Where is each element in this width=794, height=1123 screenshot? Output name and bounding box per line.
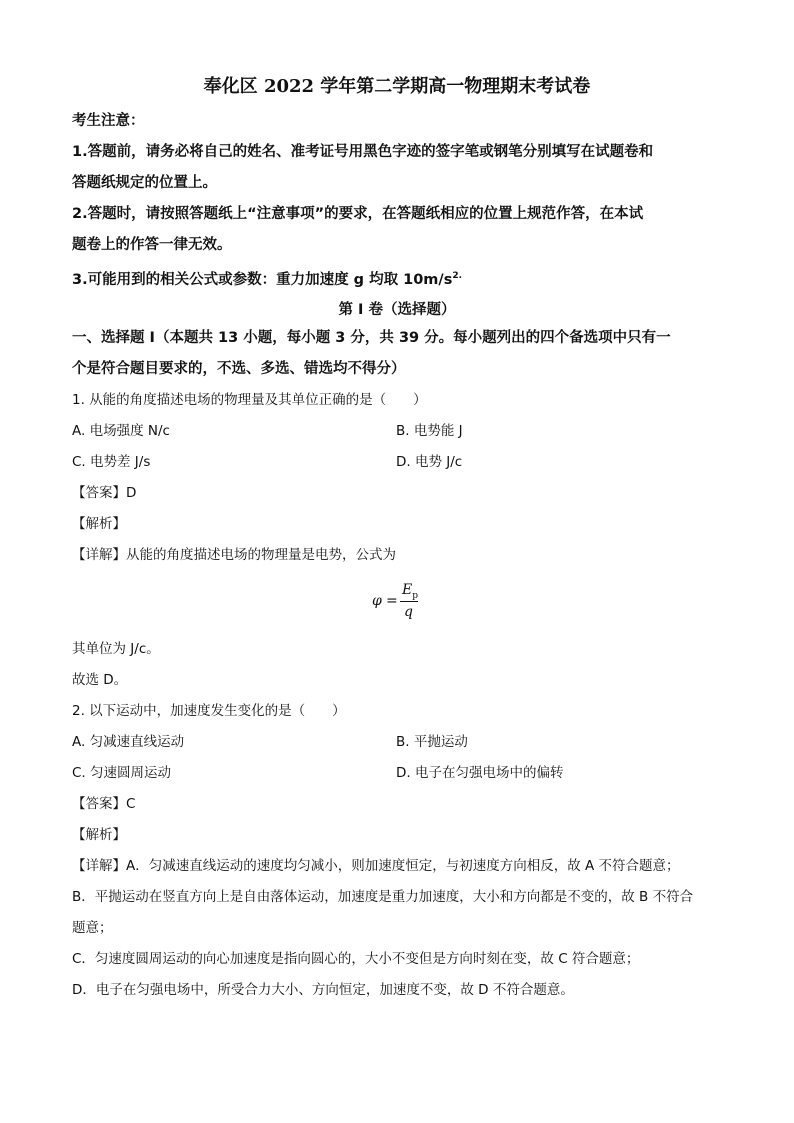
section-heading: 第 I 卷（选择题） [338, 302, 456, 318]
q2-option-d: D. 电子在匀强电场中的偏转 [396, 765, 564, 781]
superscript: 2. [452, 271, 463, 281]
section-intro: 一、选择题 I（本题共 13 小题，每小题 3 分，共 39 分。每小题列出的四个备选项中只有一 [72, 330, 671, 346]
section-intro: 个是符合题目要求的，不选、多选、错选均不得分） [72, 361, 406, 377]
formula-denominator: q [404, 604, 413, 620]
q2-option-a: A. 匀减速直线运动 [72, 734, 185, 750]
q1-analysis: 【解析】 [72, 516, 126, 532]
q2-option-c: C. 匀速圆周运动 [72, 765, 172, 781]
q2-detail-line: 题意； [72, 920, 113, 936]
page-title: 奉化区 2022 学年第二学期高一物理期末考试卷 [203, 76, 591, 97]
q1-option-b: B. 电势能 J [396, 423, 463, 439]
notice-heading: 考生注意： [72, 113, 145, 129]
formula-numerator [402, 582, 418, 601]
notice-text: 3.可能用到的相关公式或参数：重力加速度 g 均取 10m/s [72, 271, 453, 288]
notice-line [72, 267, 462, 289]
q2-detail-line: C．匀速度圆周运动的向心加速度是指向圆心的，大小不变但是方向时刻在变，故 C 符合题意； [72, 951, 640, 967]
notice-line: 2.答题时，请按照答题纸上“注意事项”的要求，在答题纸相应的位置上规范作答，在本试 [72, 206, 644, 222]
q1-unit: 其单位为 J/c。 [72, 641, 160, 657]
q2-analysis: 【解析】 [72, 827, 126, 843]
q2-stem: 2. 以下运动中，加速度发生变化的是（ ） [72, 703, 346, 719]
notice-line: 答题纸规定的位置上。 [72, 175, 217, 191]
notice-line: 1.答题前，请务必将自己的姓名、准考证号用黑色字迹的签字笔或钢笔分别填写在试题卷和 [72, 144, 654, 160]
q2-detail-line: B．平抛运动在竖直方向上是自由落体运动，加速度是重力加速度，大小和方向都是不变的，故 B 不符合 [72, 889, 694, 905]
q1-option-c: C. 电势差 J/s [72, 454, 151, 470]
q1-conclusion: 故选 D。 [72, 672, 128, 688]
formula-lhs: φ [372, 593, 382, 609]
notice-line: 题卷上的作答一律无效。 [72, 237, 232, 253]
numerator-symbol: E [402, 582, 413, 598]
potential-formula [372, 582, 432, 622]
formula-equals: = [386, 593, 398, 609]
fraction-bar [400, 601, 418, 602]
q2-detail-line: 【详解】A．匀减速直线运动的速度均匀减小，则加速度恒定，与初速度方向相反，故 A 不符合题意； [72, 858, 680, 874]
q2-detail-line: D．电子在匀强电场中，所受合力大小、方向恒定，加速度不变，故 D 不符合题意。 [72, 982, 574, 998]
numerator-subscript: p [412, 590, 418, 601]
q2-option-b: B. 平抛运动 [396, 734, 468, 750]
q1-answer: 【答案】D [72, 485, 137, 501]
q1-stem: 1. 从能的角度描述电场的物理量及其单位正确的是（ ） [72, 392, 427, 408]
q1-option-a: A. 电场强度 N/c [72, 423, 170, 439]
q2-answer: 【答案】C [72, 796, 136, 812]
q1-detail: 【详解】从能的角度描述电场的物理量是电势，公式为 [72, 547, 396, 563]
q1-option-d: D. 电势 J/c [396, 454, 463, 470]
